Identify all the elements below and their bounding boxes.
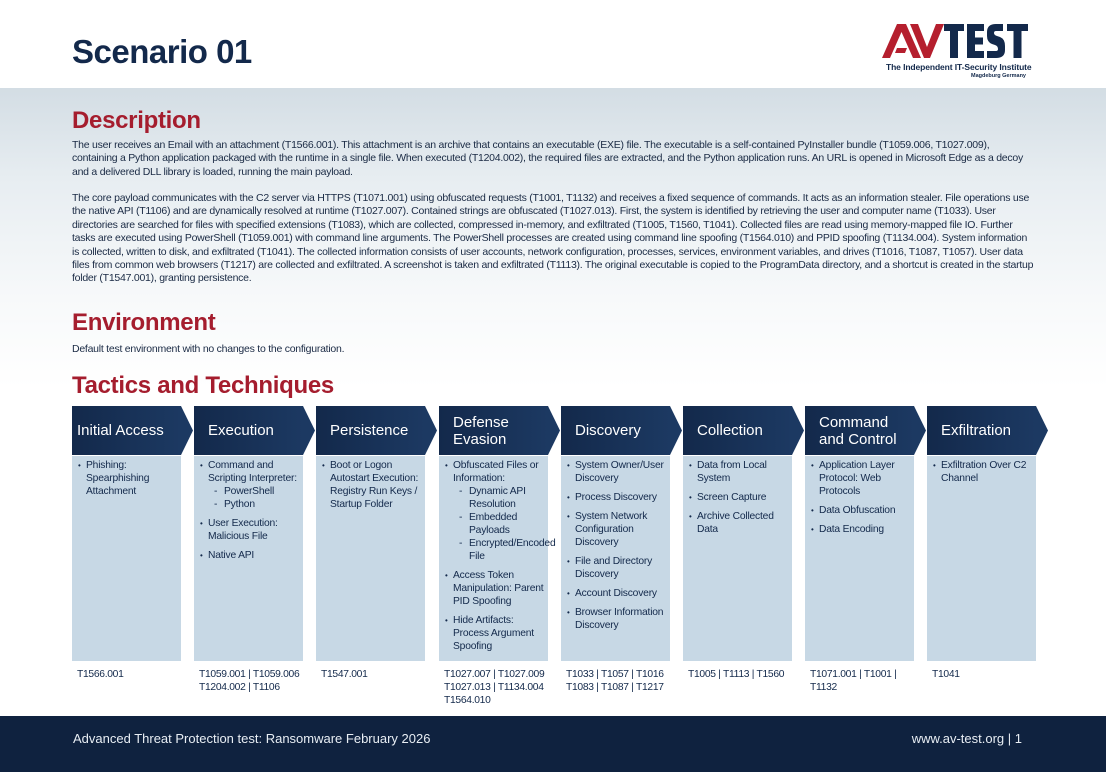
technique-item xyxy=(689,491,788,504)
technique-ids: T1059.001 | T1059.006 T1204.002 | T1106 xyxy=(199,669,300,693)
technique-item xyxy=(567,587,666,600)
technique-list xyxy=(811,459,910,536)
sub-technique-list xyxy=(453,485,556,563)
technique-item xyxy=(567,491,666,504)
technique-list xyxy=(78,459,177,498)
chevron-right-icon xyxy=(425,406,437,455)
tactic-header-exfiltration xyxy=(927,406,1036,455)
description-paragraph-1: The user receives an Email with an attachment (T1566.001). This attachment is an archive that contains an executable (EXE) file. The executable is a self-contained PyInstaller bundle (T1059.006, T1027.009), containing a Python application packaged with the runtime in a single file. When executed (T1204.002), the required files are extracted, and the Python application runs. An URL is opened in Microsoft Edge as a decoy and a delivered DLL library is loaded, running the main payload. xyxy=(72,139,1023,178)
tactic-header-label: Initial Access xyxy=(77,422,164,439)
technique-label: File and Directory Discovery xyxy=(575,556,653,580)
technique-ids: T1566.001 xyxy=(77,669,124,680)
technique-item xyxy=(811,459,910,498)
tactic-header-persistence xyxy=(316,406,425,455)
technique-item xyxy=(445,459,556,563)
technique-label: Account Discovery xyxy=(575,588,657,599)
tactic-body xyxy=(72,456,181,661)
technique-ids: T1005 | T1113 | T1560 xyxy=(688,669,785,680)
tactic-header-label: Collection xyxy=(697,422,763,439)
technique-item xyxy=(200,549,299,562)
technique-list xyxy=(567,459,666,632)
technique-list xyxy=(200,459,299,562)
chevron-right-icon xyxy=(548,406,560,455)
tactics-heading: Tactics and Techniques xyxy=(72,372,334,399)
tactic-header-label: Execution xyxy=(208,422,274,439)
technique-ids: T1071.001 | T1001 | T1132 xyxy=(810,669,897,693)
tactic-body xyxy=(316,456,425,661)
technique-label: Process Discovery xyxy=(575,492,657,503)
technique-label: Exfiltration Over C2 Channel xyxy=(941,460,1027,484)
chevron-right-icon xyxy=(303,406,315,455)
tactic-body xyxy=(194,456,303,661)
tactic-header-label: Discovery xyxy=(575,422,641,439)
technique-item xyxy=(567,459,666,485)
footer-page-info: www.av-test.org | 1 xyxy=(911,731,1022,746)
sub-technique-item: - Embedded Payloads xyxy=(459,511,544,537)
technique-ids: T1041 xyxy=(932,669,960,680)
sub-technique-item: - PowerShell xyxy=(214,485,299,498)
chevron-right-icon xyxy=(670,406,682,455)
technique-label: Browser Information Discovery xyxy=(575,607,664,631)
footer-report-title: Advanced Threat Protection test: Ransomware February 2026 xyxy=(73,731,431,746)
tactic-body xyxy=(927,456,1036,661)
chevron-right-icon xyxy=(181,406,193,455)
sub-technique-item: - Python xyxy=(214,498,299,511)
technique-label: Hide Artifacts: Process Argument Spoofing xyxy=(453,615,534,652)
description-paragraph-2: The core payload communicates with the C2 server via HTTPS (T1071.001) using obfuscated requests (T1001, T1132) and receives a fixed sequence of commands. It acts as an information stealer. File operations use the native API (T1106) and are dynamically resolved at runtime (T1027.007). Contained strings are obfuscated (T1027.013). First, the system is identified by retrieving the user and computer name (T1033). User directories are searched for files with specified extensions (T1083), which are collected, compressed in-memory, and exfiltrated (T1005, T1560, T1041). Collected files are read using memory-mapped file IO. Further tasks are executed using PowerShell (T1059.001) with command line arguments. The PowerShell processes are created using command line spoofing (T1564.010) and PPID spoofing (T1134.004). System information is collected, written to disk, and exfiltrated (T1041). The collected information consists of user accounts, network configuration, processes, services, environment variables, and drives (T1016, T1087, T1057). User data files from common web browsers (T1217) are collected and exfiltrated. A screenshot is taken and exfiltrated (T1113). The original executable is copied to the ProgramData directory, and a shortcut is created in the startup folder (T1547.001), granting persistence. xyxy=(72,192,1034,285)
environment-text: Default test environment with no changes to the configuration. xyxy=(72,343,345,355)
logo-location: Magdeburg Germany xyxy=(970,73,1026,79)
technique-item xyxy=(689,459,788,485)
technique-item xyxy=(933,459,1032,485)
tactic-header-initial-access xyxy=(72,406,181,455)
av-test-logo xyxy=(880,20,1040,84)
technique-label: Application Layer Protocol: Web Protocols xyxy=(819,460,895,497)
technique-label: Boot or Logon Autostart Execution: Registry Run Keys / Startup Folder xyxy=(330,460,419,510)
technique-item xyxy=(689,510,788,536)
technique-label: User Execution: Malicious File xyxy=(208,518,278,542)
sub-technique-item: - Dynamic API Resolution xyxy=(459,485,544,511)
chevron-right-icon xyxy=(792,406,804,455)
technique-item xyxy=(445,569,544,608)
chevron-right-icon xyxy=(1036,406,1048,455)
tactic-body xyxy=(683,456,792,661)
technique-item xyxy=(567,510,666,549)
technique-list xyxy=(445,459,556,653)
technique-ids: T1547.001 xyxy=(321,669,368,680)
description-heading: Description xyxy=(72,107,201,134)
technique-label: System Owner/User Discovery xyxy=(575,460,664,484)
sub-technique-list xyxy=(208,485,299,511)
tactic-header-collection xyxy=(683,406,792,455)
technique-list xyxy=(322,459,421,511)
technique-list xyxy=(933,459,1032,485)
technique-item xyxy=(567,555,666,581)
logo-tagline: The Independent IT-Security Institute xyxy=(886,62,1032,72)
technique-item xyxy=(567,606,666,632)
tactic-header-label: Defense Evasion xyxy=(453,413,509,448)
sub-technique-item: - Encrypted/Encoded File xyxy=(459,537,544,563)
technique-label: Archive Collected Data xyxy=(697,511,774,535)
tactic-header-defense-evasion xyxy=(439,406,548,455)
technique-ids: T1033 | T1057 | T1016 T1083 | T1087 | T1217 xyxy=(566,669,664,693)
technique-item xyxy=(200,459,299,511)
tactic-header-discovery xyxy=(561,406,670,455)
technique-item xyxy=(78,459,177,498)
technique-label: Access Token Manipulation: Parent PID Spoofing xyxy=(453,570,544,607)
technique-label: Phishing: Spearphishing Attachment xyxy=(86,460,150,497)
tactic-header-label: Command and Control xyxy=(819,413,897,448)
technique-label: Screen Capture xyxy=(697,492,767,503)
tactic-header-command-and-control xyxy=(805,406,914,455)
technique-item xyxy=(811,523,910,536)
technique-label: Data Obfuscation xyxy=(819,505,896,516)
tactic-body xyxy=(561,456,670,661)
chevron-right-icon xyxy=(914,406,926,455)
tactic-header-label: Persistence xyxy=(330,422,409,439)
technique-list xyxy=(689,459,788,536)
page-title: Scenario 01 xyxy=(72,33,252,70)
tactic-body xyxy=(805,456,914,661)
technique-label: Data Encoding xyxy=(819,524,884,535)
tactic-header-execution xyxy=(194,406,303,455)
technique-item xyxy=(322,459,421,511)
technique-label: Data from Local System xyxy=(697,460,767,484)
tactic-body xyxy=(439,456,556,661)
environment-heading: Environment xyxy=(72,309,216,336)
av-test-logo-mark xyxy=(880,20,1040,64)
technique-item xyxy=(445,614,544,653)
technique-ids: T1027.007 | T1027.009 T1027.013 | T1134.004 T1564.010 xyxy=(444,669,545,706)
technique-label: Native API xyxy=(208,550,255,561)
tactic-header-label: Exfiltration xyxy=(941,422,1012,439)
technique-item xyxy=(811,504,910,517)
technique-item xyxy=(200,517,299,543)
technique-label: Obfuscated Files or Information: xyxy=(453,460,539,484)
technique-label: Command and Scripting Interpreter: xyxy=(208,460,297,484)
technique-label: System Network Configuration Discovery xyxy=(575,511,648,548)
footer xyxy=(0,716,1106,772)
tactics-table xyxy=(72,406,1040,706)
